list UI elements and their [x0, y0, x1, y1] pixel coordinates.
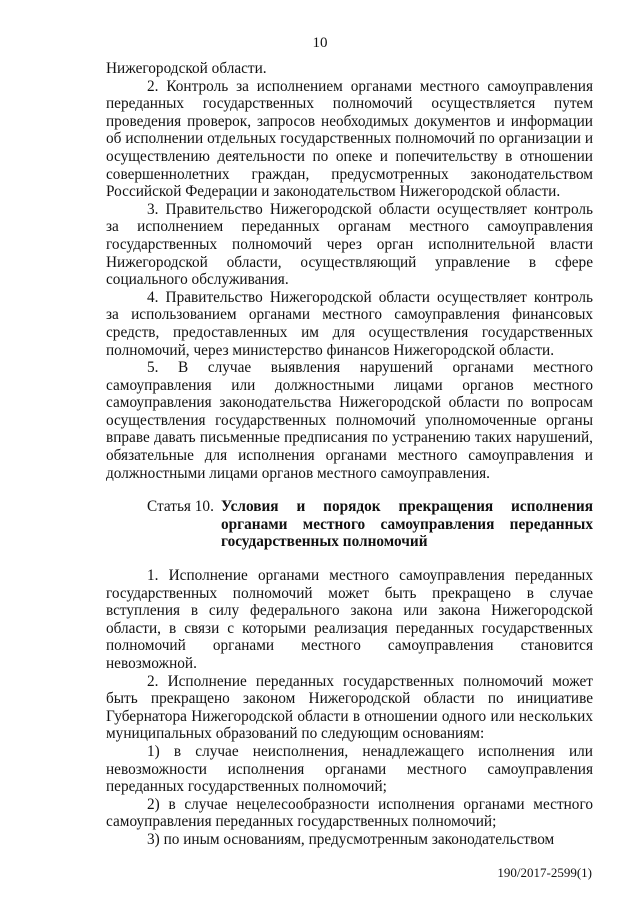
list-item: 1) в случае неисполнения, ненадлежащего исполнения или невозможности исполнения органами местного самоуправления переданных государственных полномочий;: [106, 742, 593, 796]
article-number: Статья 10.: [147, 498, 214, 516]
paragraph: 3. Правительство Нижегородской области осуществляет контроль за исполнением переданных органам местного самоуправления государственных полномочий через орган исполнительной власти Нижегородской области, осуществляющий управление в сфере социального обслуживания.: [106, 200, 593, 289]
document-body: [106, 60, 593, 849]
page-number: 10: [312, 35, 328, 51]
list-item: 3) по иным основаниям, предусмотренным законодательством: [147, 830, 555, 848]
article-heading: [106, 498, 593, 551]
article-title: Условия и порядок прекращения исполнения органами местного самоуправления переданных государственных полномочий: [221, 498, 593, 551]
spacer: [106, 482, 593, 498]
paragraph: 5. В случае выявления нарушений органами местного самоуправления или должностными лицами органов местного самоуправления законодательства Нижегородской области по вопросам осуществления государственных полномочий уполномоченные органы вправе давать письменные предписания по устранению таких нарушений, обязательные для исполнения органами местного самоуправления и должностными лицами органов местного самоуправления.: [106, 359, 593, 482]
paragraph: 2. Контроль за исполнением органами местного самоуправления переданных государственных полномочий осуществляется путем проведения проверок, запросов необходимых документов и информации об исполнении отдельных государственных полномочий по организации и осуществлению деятельности по опеке и попечительству в отношении совершеннолетних граждан, предусмотренных законодательством Российской Федерации и законодательством Нижегородской области.: [106, 77, 593, 201]
paragraph: Нижегородской области.: [106, 60, 267, 77]
paragraph: 4. Правительство Нижегородской области осуществляет контроль за использованием органами местного самоуправления финансовых средств, предоставленных им для осуществления государственных полномочий, через министерство финансов Нижегородской области.: [106, 288, 593, 359]
spacer: [106, 551, 593, 567]
list-item: 2) в случае нецелесообразности исполнения органами местного самоуправления переданных государственных полномочий;: [106, 795, 593, 831]
paragraph: 2. Исполнение переданных государственных полномочий может быть прекращено законом Нижегородской области по инициативе Губернатора Нижегородской области в отношении одного или нескольких муниципальных образований по следующим основаниям:: [106, 672, 593, 743]
document-code: 190/2017-2599(1): [497, 865, 592, 880]
paragraph: 1. Исполнение органами местного самоуправления переданных государственных полномочий может быть прекращено в случае вступления в силу федерального закона или закона Нижегородской области, в связи с которыми реализация переданных государственных полномочий органами местного самоуправления становится невозможной.: [106, 567, 593, 672]
